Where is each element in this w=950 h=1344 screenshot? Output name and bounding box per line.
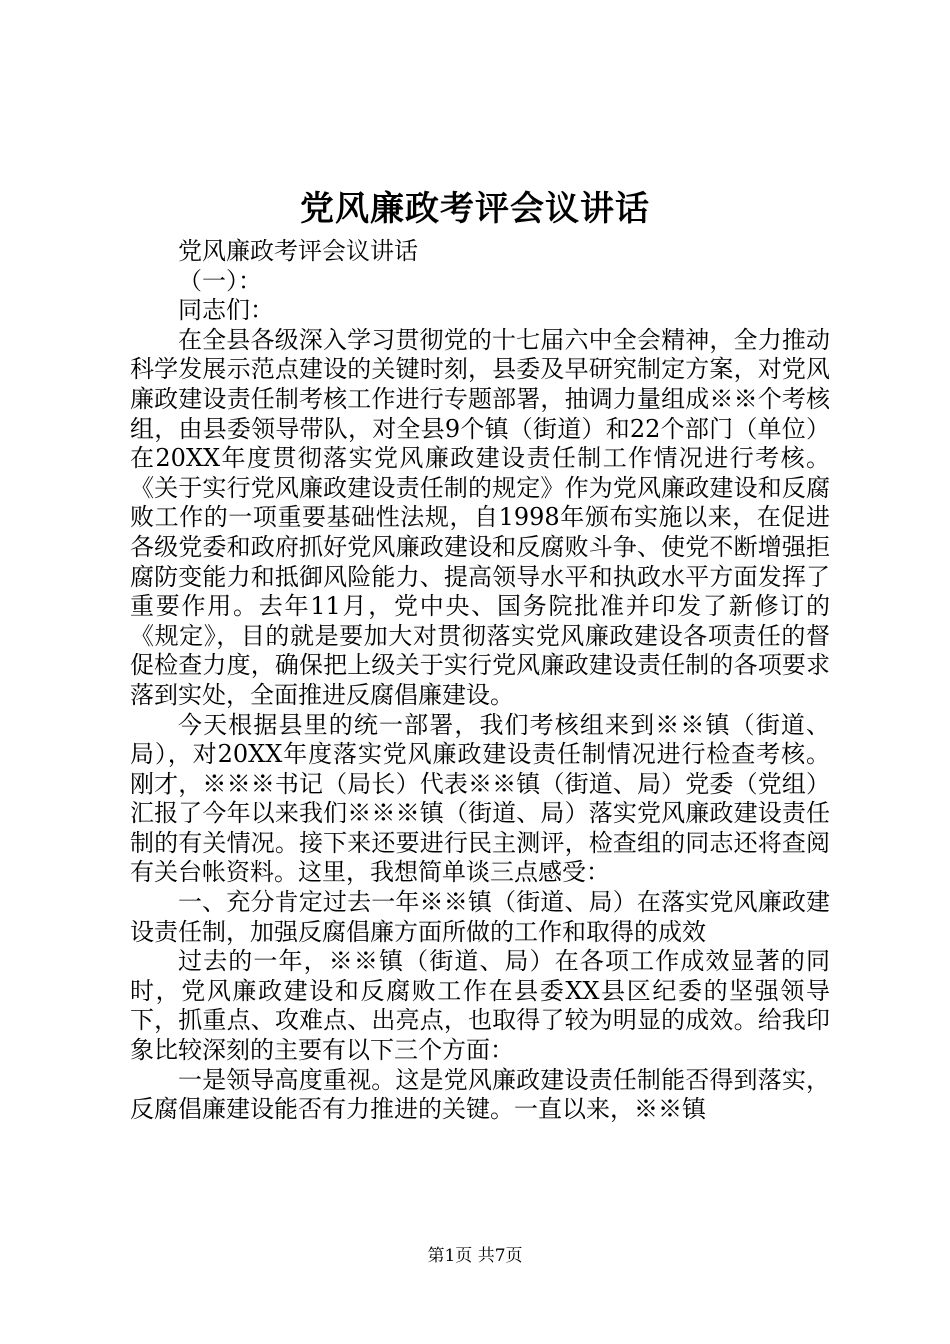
- document-body: [130, 237, 830, 1125]
- page-footer: 第1页 共7页: [427, 1246, 523, 1266]
- section-marker: （一）：: [178, 266, 262, 295]
- body-paragraph: 今天根据县里的统一部署，我们考核组来到※※镇（街道、局），对20XX年度落实党风廉政建设责任制情况进行检查考核。刚才，※※※书记（局长）代表※※镇（街道、局）党委（党组）汇报了今年以来我们※※※镇（街道、局）落实党风廉政建设责任制的有关情况。接下来还要进行民主测评，检查组的同志还将查阅有关台帐资料。这里，我想简单谈三点感受：: [130, 710, 830, 887]
- body-paragraph: 在全县各级深入学习贯彻党的十七届六中全会精神，全力推动科学发展示范点建设的关键时刻，县委及早研究制定方案，对党风廉政建设责任制考核工作进行专题部署，抽调力量组成※※个考核组，由县委领导带队，对全县9个镇（街道）和22个部门（单位）在20XX年度贯彻落实党风廉政建设责任制工作情况进行考核。《关于实行党风廉政建设责任制的规定》作为党风廉政建设和反腐败工作的一项重要基础性法规，自1998年颁布实施以来，在促进各级党委和政府抓好党风廉政建设和反腐败斗争、使党不断增强拒腐防变能力和抵御风险能力、提高领导水平和执政水平方面发挥了重要作用。去年11月，党中央、国务院批准并印发了新修订的《规定》，目的就是要加大对贯彻落实党风廉政建设各项责任的督促检查力度，确保把上级关于实行党风廉政建设责任制的各项要求落到实处，全面推进反腐倡廉建设。: [130, 325, 830, 709]
- section-heading: 一、充分肯定过去一年※※镇（街道、局）在落实党风廉政建设责任制，加强反腐倡廉方面所做的工作和取得的成效: [130, 888, 830, 946]
- body-subtitle: 党风廉政考评会议讲话: [178, 237, 418, 265]
- body-paragraph: 过去的一年，※※镇（街道、局）在各项工作成效显著的同时，党风廉政建设和反腐败工作在县委XX县区纪委的坚强领导下，抓重点、攻难点、出亮点，也取得了较为明显的成效。给我印象比较深刻的主要有以下三个方面：: [130, 947, 830, 1065]
- body-paragraph: 一是领导高度重视。这是党风廉政建设责任制能否得到落实，反腐倡廉建设能否有力推进的关键。一直以来，※※镇: [130, 1065, 830, 1124]
- salutation: 同志们：: [178, 296, 274, 325]
- document-title: 党风廉政考评会议讲话: [300, 189, 650, 229]
